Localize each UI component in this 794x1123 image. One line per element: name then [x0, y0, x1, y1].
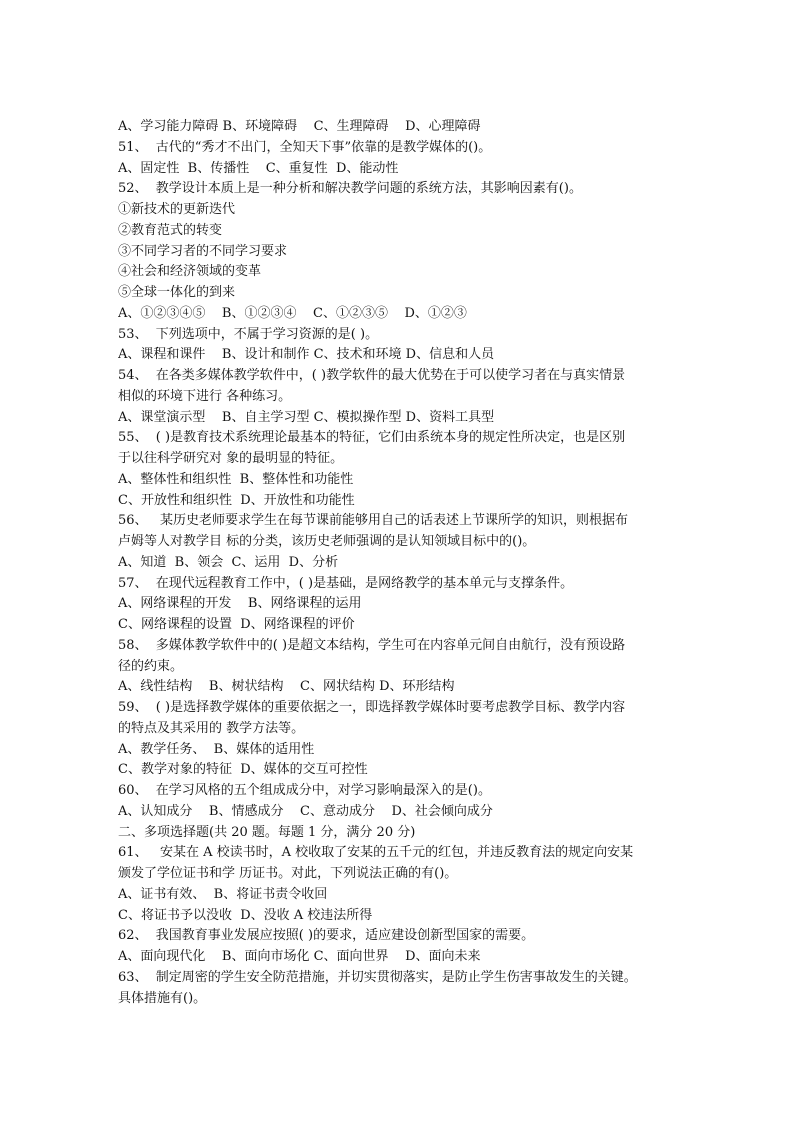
question-line: 径的约束。: [118, 658, 184, 674]
question-line: 61、 安某在 A 校读书时，A 校收取了安某的五千元的红包，并违反教育法的规定向安某: [118, 845, 634, 861]
item-line: ⑤全球一体化的到来: [118, 285, 236, 300]
section-line: 二、多项选择题(共 20 题。每题 1 分，满分 20 分): [118, 824, 416, 840]
option-line: A、知道 B、领会 C、运用 D、分析: [118, 554, 339, 570]
item-line: ①新技术的更新迭代: [118, 202, 236, 217]
option-line: A、固定性 B、传播性 C、重复性 D、能动性: [118, 160, 399, 176]
option-line: A、面向现代化 B、面向市场化 C、面向世界 D、面向未来: [118, 949, 481, 964]
question-line: 具体措施有()。: [118, 990, 207, 1006]
option-line: C、开放性和组织性 D、开放性和功能性: [118, 492, 355, 508]
question-line: 62、 我国教育事业发展应按照( )的要求，适应建设创新型国家的需要。: [118, 928, 535, 944]
question-line: 52、 教学设计本质上是一种分析和解决教学问题的系统方法，其影响因素有()。: [118, 181, 582, 197]
question-line: 53、 下列选项中，不属于学习资源的是( )。: [118, 326, 379, 342]
option-line: A、网络课程的开发 B、网络课程的运用: [118, 596, 362, 612]
question-line: 相似的环境下进行 各种练习。: [118, 388, 292, 404]
option-line: A、教学任务、 B、媒体的适用性: [118, 741, 315, 757]
question-line: 颁发了学位证书和学 历证书。对此，下列说法正确的有()。: [118, 866, 458, 881]
option-line: A、证书有效、 B、将证书责令收回: [118, 886, 328, 902]
item-line: ④社会和经济领域的变革: [118, 264, 262, 280]
document-page: [118, 117, 678, 1009]
option-line: C、教学对象的特征 D、媒体的交互可控性: [118, 762, 368, 778]
item-line: ②教育范式的转变: [118, 222, 223, 238]
question-line: 60、 在学习风格的五个组成成分中，对学习影响最深入的是()。: [118, 783, 491, 798]
question-line: 的特点及其采用的 教学方法等。: [118, 720, 305, 736]
question-line: 57、 在现代远程教育工作中，( )是基础，是网络教学的基本单元与支撑条件。: [118, 575, 574, 591]
option-line: A、学习能力障碍 B、环境障碍 C、生理障碍 D、心理障碍: [118, 119, 481, 134]
question-line: 卢姆等人对教学目 标的分类，该历史老师强调的是认知领域目标中的()。: [118, 534, 536, 549]
question-line: 54、 在各类多媒体教学软件中，( )教学软件的最大优势在于可以使学习者在与真实情景: [118, 368, 626, 383]
question-line: 58、 多媒体教学软件中的( )是超文本结构，学生可在内容单元间自由航行，没有预设路: [118, 637, 626, 653]
question-line: 59、 ( )是选择教学媒体的重要依据之一，即选择教学媒体时要考虑教学目标、教学内容: [118, 700, 626, 715]
option-line: A、线性结构 B、树状结构 C、网状结构 D、环形结构: [118, 679, 455, 695]
question-line: 于以往科学研究对 象的最明显的特征。: [118, 451, 344, 466]
question-line: 55、 ( )是教育技术系统理论最基本的特征，它们由系统本身的规定性所决定，也是区别: [118, 430, 626, 446]
option-line: A、整体性和组织性 B、整体性和功能性: [118, 471, 354, 487]
option-line: C、网络课程的设置 D、网络课程的评价: [118, 617, 355, 632]
option-line: A、认知成分 B、情感成分 C、意动成分 D、社会倾向成分: [118, 803, 493, 819]
item-line: ③不同学习者的不同学习要求: [118, 243, 288, 259]
question-line: 63、 制定周密的学生安全防范措施，并切实贯彻落实，是防止学生伤害事故发生的关键。: [118, 969, 637, 985]
option-line: A、①②③④⑤ B、①②③④ C、①②③⑤ D、①②③: [118, 305, 467, 321]
option-line: A、课程和课件 B、设计和制作 C、技术和环境 D、信息和人员: [118, 347, 495, 363]
question-line: 56、 某历史老师要求学生在每节课前能够用自己的话表述上节课所学的知识，则根据布: [118, 513, 628, 529]
option-line: A、课堂演示型 B、自主学习型 C、模拟操作型 D、资料工具型: [118, 409, 495, 425]
question-line: 51、 古代的“秀才不出门，全知天下事”依靠的是教学媒体的()。: [118, 139, 492, 155]
option-line: C、将证书予以没收 D、没收 A 校违法所得: [118, 907, 373, 923]
